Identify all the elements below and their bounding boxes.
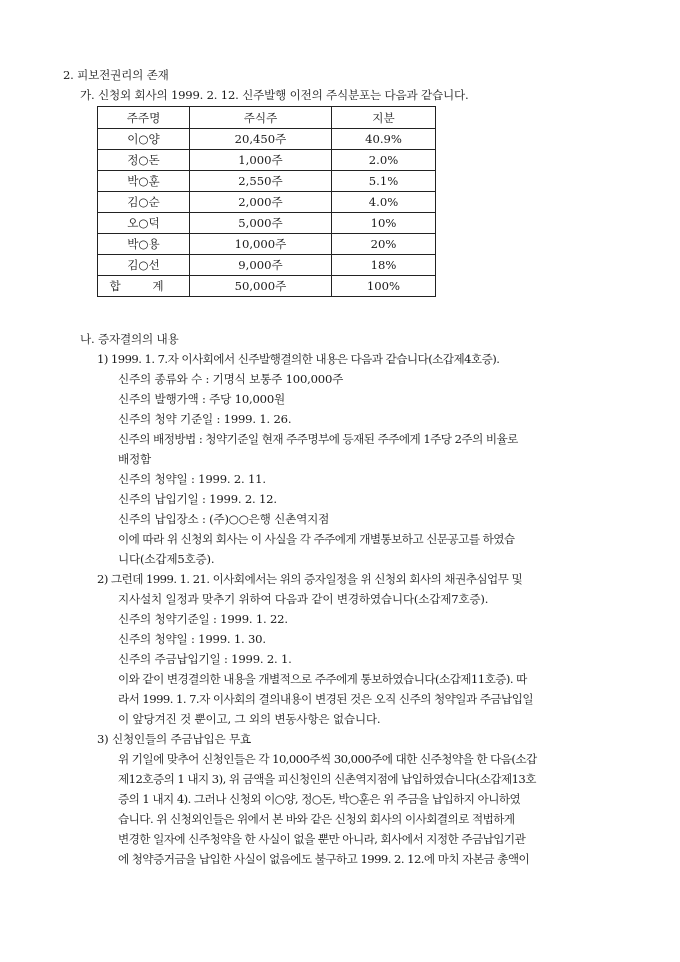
cell-shares: 10,000주	[190, 234, 332, 255]
p3-line: 위 기일에 맞추어 신청인들은 각 10,000주씩 30,000주에 대한 신주청약을 한 다음(소갑	[118, 752, 537, 766]
cell-shareholder: 박○훈	[98, 171, 190, 192]
table-header-row	[98, 107, 436, 129]
total-label: 합 계	[98, 276, 190, 297]
p2-line: 이 앞당겨진 것 뿐이고, 그 외의 변동사항은 없습니다.	[118, 712, 381, 726]
table-row	[98, 234, 436, 255]
cell-shares: 9,000주	[190, 255, 332, 276]
p1-line: 신주의 청약일 : 1999. 2. 11.	[118, 472, 266, 486]
cell-stake: 40.9%	[332, 129, 436, 150]
section-heading: 2. 피보전권리의 존재	[63, 68, 169, 82]
cell-shares: 2,000주	[190, 192, 332, 213]
table-row	[98, 192, 436, 213]
cell-shareholder: 김○선	[98, 255, 190, 276]
p2-line: 신주의 주금납입기일 : 1999. 2. 1.	[118, 652, 292, 666]
cell-stake: 4.0%	[332, 192, 436, 213]
table-row	[98, 150, 436, 171]
paragraph-1-title: 1) 1999. 1. 7.자 이사회에서 신주발행결의한 내용은 다음과 같습니다(소갑제4호증).	[97, 352, 500, 366]
paragraph-3-title: 3) 신청인들의 주금납입은 무효	[97, 732, 251, 746]
cell-shareholder: 박○용	[98, 234, 190, 255]
cell-shares: 20,450주	[190, 129, 332, 150]
p1-line: 신주의 종류와 수 : 기명식 보통주 100,000주	[118, 372, 344, 386]
p1-line: 니다(소갑제5호증).	[118, 552, 215, 566]
shareholder-table	[97, 106, 436, 297]
header-shareholder: 주주명	[98, 107, 190, 129]
p3-line: 제12호증의 1 내지 3), 위 금액을 피신청인의 신촌역지점에 납입하였습니다(소갑제13호	[118, 772, 536, 786]
paragraph-2-title: 2) 그런데 1999. 1. 21. 이사회에서는 위의 증자일정을 위 신청외 회사의 채권추심업무 및	[97, 572, 523, 586]
cell-shares: 2,550주	[190, 171, 332, 192]
p2-line: 이와 같이 변경결의한 내용을 개별적으로 주주에게 통보하였습니다(소갑제11호증). 따	[118, 672, 527, 686]
cell-shareholder: 김○순	[98, 192, 190, 213]
p1-line: 신주의 발행가액 : 주당 10,000원	[118, 392, 286, 406]
subsection-ga-intro: 가. 신청외 회사의 1999. 2. 12. 신주발행 이전의 주식분포는 다음과 같습니다.	[80, 88, 469, 102]
p2-line: 신주의 청약기준일 : 1999. 1. 22.	[118, 612, 288, 626]
p1-line: 신주의 납입기일 : 1999. 2. 12.	[118, 492, 277, 506]
cell-shares: 5,000주	[190, 213, 332, 234]
cell-stake: 10%	[332, 213, 436, 234]
cell-shares: 1,000주	[190, 150, 332, 171]
header-stake: 지분	[332, 107, 436, 129]
p1-line: 이에 따라 위 신청외 회사는 이 사실을 각 주주에게 개별통보하고 신문공고를 하였습	[118, 532, 515, 546]
cell-stake: 5.1%	[332, 171, 436, 192]
cell-stake: 2.0%	[332, 150, 436, 171]
p2-line: 신주의 청약일 : 1999. 1. 30.	[118, 632, 266, 646]
cell-stake: 20%	[332, 234, 436, 255]
total-stake: 100%	[332, 276, 436, 297]
p1-line: 신주의 납입장소 : (주)○○은행 신촌역지점	[118, 512, 330, 526]
p3-line: 에 청약증거금을 납입한 사실이 없음에도 불구하고 1999. 2. 12.에 마치 자본금 총액이	[118, 852, 530, 866]
table-row	[98, 129, 436, 150]
p2-line: 라서 1999. 1. 7.자 이사회의 결의내용이 변경된 것은 오직 신주의 청약일과 주금납입일	[118, 692, 533, 706]
cell-shareholder: 정○돈	[98, 150, 190, 171]
table-total-row	[98, 276, 436, 297]
subsection-na-heading: 나. 증자결의의 내용	[80, 332, 179, 346]
cell-shareholder: 오○덕	[98, 213, 190, 234]
p3-line: 증의 1 내지 4). 그러나 신청외 이○양, 정○돈, 박○훈은 위 주금을 납입하지 아니하였	[118, 792, 521, 806]
p1-line: 배정함	[118, 452, 151, 466]
p1-line: 신주의 청약 기준일 : 1999. 1. 26.	[118, 412, 292, 426]
cell-shareholder: 이○양	[98, 129, 190, 150]
table-row	[98, 213, 436, 234]
p3-line: 습니다. 위 신청외인들은 위에서 본 바와 같은 신청외 회사의 이사회결의로 적법하게	[118, 812, 515, 826]
header-shares: 주식주	[190, 107, 332, 129]
table-row	[98, 255, 436, 276]
p3-line: 변경한 일자에 신주청약을 한 사실이 없을 뿐만 아니라, 회사에서 지정한 주금납입기관	[118, 832, 526, 846]
table-row	[98, 171, 436, 192]
total-shares: 50,000주	[190, 276, 332, 297]
cell-stake: 18%	[332, 255, 436, 276]
p1-line: 신주의 배정방법 : 청약기준일 현재 주주명부에 등재된 주주에게 1주당 2주의 비율로	[118, 432, 518, 446]
p2-line: 지사설치 일정과 맞추기 위하여 다음과 같이 변경하였습니다(소갑제7호증).	[118, 592, 489, 606]
